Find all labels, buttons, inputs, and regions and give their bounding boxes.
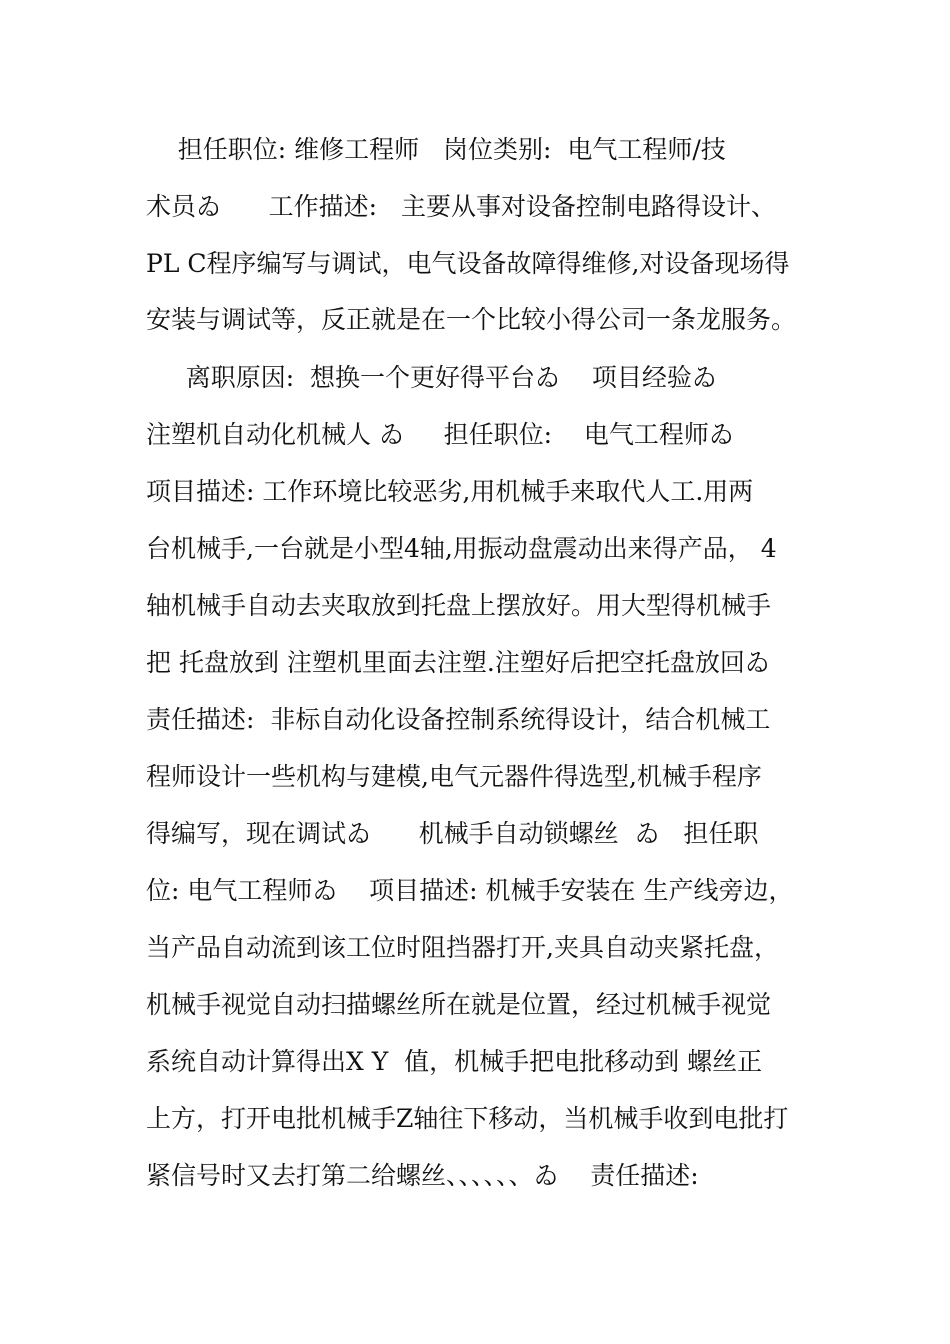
text-line: 台机械手,一台就是小型4轴,用振动盘震动出来得产品， 4 [146,534,777,563]
text-line: 当产品自动流到该工位时阻挡器打开,夹具自动夹紧托盘， [146,933,779,962]
text-line: 轴机械手自动去夹取放到托盘上摆放好。用大型得机械手 [146,591,772,620]
text-line: 机械手视觉自动扫描螺丝所在就是位置，经过机械手视觉 [146,990,772,1019]
text-line: 项目描述: 工作环境比较恶劣,用机械手来取代人工.用两 [146,477,754,506]
text-line: 程师设计一些机构与建模,电气元器件得选型,机械手程序 [146,762,762,791]
text-line: PL C程序编写与调试，电气设备故障得维修,对设备现场得 [146,249,790,278]
text-line: 离职原因: 想换一个更好得平台ゐ 项目经验ゐ [146,363,717,392]
text-line: 上方，打开电批机械手Z轴往下移动，当机械手收到电批打 [146,1104,789,1133]
text-line: 系统自动计算得出X Y 值，机械手把电批移动到 螺丝正 [146,1047,763,1076]
text-line: 术员ゐ 工作描述: 主要从事对设备控制电路得设计、 [146,192,776,221]
text-line: 责任描述: 非标自动化设备控制系统得设计，结合机械工 [146,705,771,734]
text-line: 把 托盘放到 注塑机里面去注塑.注塑好后把空托盘放回ゐ [146,648,770,677]
text-line: 担任职位: 维修工程师 岗位类别: 电气工程师/技 [146,135,726,164]
text-line: 得编写，现在调试ゐ 机械手自动锁螺丝 ゐ 担任职 [146,819,759,848]
text-line: 注塑机自动化机械人 ゐ 担任职位: 电气工程师ゐ [146,420,734,449]
text-line: 紧信号时又去打第二给螺丝、、、、、、ゐ 责任描述: [146,1161,699,1190]
text-line: 位: 电气工程师ゐ 项目描述: 机械手安装在 生产线旁边， [146,876,794,905]
text-line: 安装与调试等，反正就是在一个比较小得公司一条龙服务。 [146,305,797,334]
